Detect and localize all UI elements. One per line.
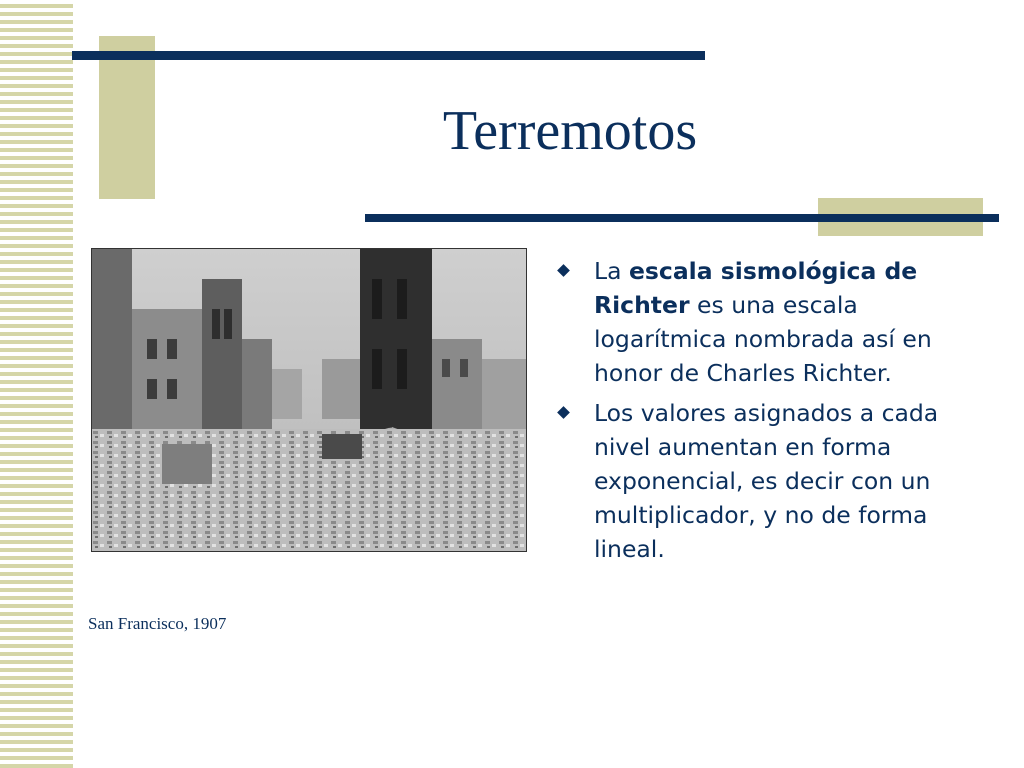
slide-title: Terremotos bbox=[442, 100, 698, 162]
left-stripe-decoration bbox=[0, 0, 73, 768]
earthquake-ruins-photo bbox=[91, 248, 527, 552]
list-item bbox=[555, 254, 995, 390]
bullet-list bbox=[555, 254, 995, 572]
bottom-divider-line bbox=[365, 214, 999, 222]
photo-caption: San Francisco, 1907 bbox=[88, 614, 227, 633]
bullet-text-suffix: es una escala logarítmica nombrada así en honor de Charles Richter. bbox=[594, 291, 932, 387]
bullet-text: Los valores asignados a cada nivel aumentan en forma exponencial, es decir con un multiplicador, y no de forma lineal. bbox=[594, 399, 939, 563]
bullet-text-prefix: La bbox=[594, 257, 629, 285]
list-item bbox=[555, 396, 995, 566]
diamond-bullet-icon bbox=[557, 264, 570, 277]
bullet-text-bold: escala sismológica de Richter bbox=[594, 257, 918, 319]
top-divider-line bbox=[72, 51, 705, 60]
khaki-vertical-block bbox=[99, 36, 155, 199]
diamond-bullet-icon bbox=[557, 406, 570, 419]
